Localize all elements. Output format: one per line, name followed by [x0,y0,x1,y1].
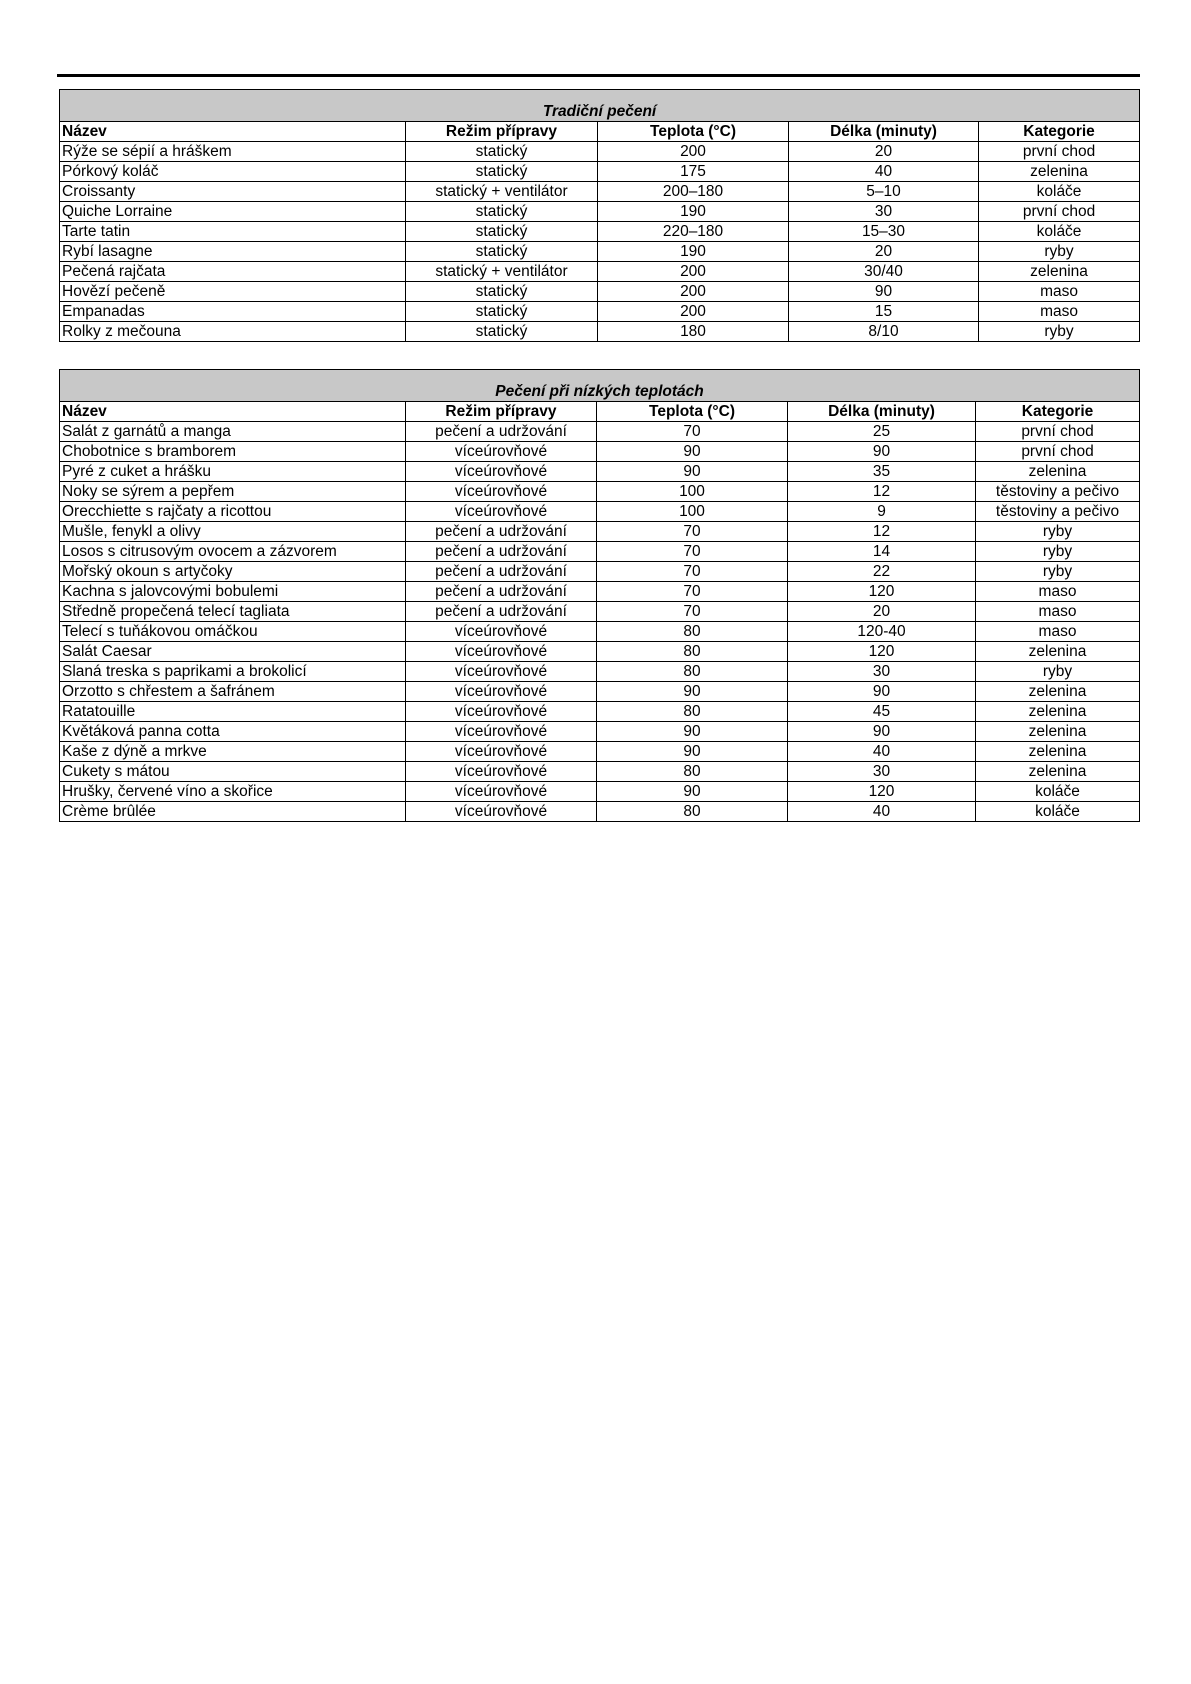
cell-name: Rýže se sépií a hráškem [60,142,406,162]
column-header-name: Název [60,122,406,142]
cell-duration: 12 [788,522,976,542]
table-row [60,182,1140,202]
column-header-category: Kategorie [976,402,1140,422]
table-row [60,762,1140,782]
table-row [60,662,1140,682]
table-row [60,742,1140,762]
cell-duration: 14 [788,542,976,562]
cell-mode: pečení a udržování [406,522,597,542]
cell-mode: víceúrovňové [406,622,597,642]
cell-mode: víceúrovňové [406,662,597,682]
cell-name: Mořský okoun s artyčoky [60,562,406,582]
table-row [60,142,1140,162]
cell-duration: 30 [788,662,976,682]
table-row [60,582,1140,602]
column-header-mode: Režim přípravy [406,402,597,422]
cell-temperature: 190 [598,242,789,262]
cell-mode: víceúrovňové [406,642,597,662]
cell-temperature: 80 [597,702,788,722]
cell-name: Orzotto s chřestem a šafránem [60,682,406,702]
table-title: Tradiční pečení [60,90,1140,122]
table-row [60,282,1140,302]
cell-duration: 120 [788,582,976,602]
table-row [60,302,1140,322]
cell-name: Losos s citrusovým ovocem a zázvorem [60,542,406,562]
cell-category: ryby [979,322,1140,342]
cell-duration: 9 [788,502,976,522]
cell-duration: 90 [788,722,976,742]
table-row [60,702,1140,722]
cell-mode: víceúrovňové [406,782,597,802]
table-title: Pečení při nízkých teplotách [60,370,1140,402]
cell-category: maso [979,302,1140,322]
cell-category: ryby [976,542,1140,562]
cell-category: zelenina [976,682,1140,702]
column-header-duration: Délka (minuty) [789,122,979,142]
cell-duration: 40 [788,802,976,822]
cell-mode: víceúrovňové [406,742,597,762]
cell-name: Hrušky, červené víno a skořice [60,782,406,802]
cell-category: ryby [976,522,1140,542]
cell-category: první chod [976,442,1140,462]
column-header-temperature: Teplota (°C) [597,402,788,422]
cell-category: maso [979,282,1140,302]
cell-mode: statický [406,162,598,182]
cell-name: Mušle, fenykl a olivy [60,522,406,542]
table-row [60,602,1140,622]
low-temperature-baking-table [59,369,1140,822]
table-row [60,542,1140,562]
cell-duration: 120 [788,642,976,662]
cell-duration: 120-40 [788,622,976,642]
cell-category: koláče [976,782,1140,802]
cell-mode: statický [406,322,598,342]
cell-duration: 45 [788,702,976,722]
table-row [60,562,1140,582]
table-row [60,482,1140,502]
cell-mode: víceúrovňové [406,442,597,462]
table-row [60,442,1140,462]
cell-temperature: 200 [598,302,789,322]
cell-mode: víceúrovňové [406,702,597,722]
cell-mode: víceúrovňové [406,682,597,702]
cell-duration: 30 [788,762,976,782]
cell-name: Cukety s mátou [60,762,406,782]
cell-name: Pórkový koláč [60,162,406,182]
cell-category: maso [976,582,1140,602]
cell-temperature: 90 [597,442,788,462]
cell-name: Kaše z dýně a mrkve [60,742,406,762]
cell-mode: statický + ventilátor [406,182,598,202]
cell-name: Květáková panna cotta [60,722,406,742]
cell-mode: víceúrovňové [406,722,597,742]
cell-mode: statický [406,142,598,162]
table-row [60,682,1140,702]
cell-duration: 25 [788,422,976,442]
cell-name: Hovězí pečeně [60,282,406,302]
cell-temperature: 90 [597,462,788,482]
cell-category: ryby [976,562,1140,582]
cell-temperature: 175 [598,162,789,182]
cell-name: Salát z garnátů a manga [60,422,406,442]
table-row [60,202,1140,222]
cell-temperature: 190 [598,202,789,222]
cell-category: zelenina [976,642,1140,662]
cell-duration: 30/40 [789,262,979,282]
table-row [60,462,1140,482]
cell-name: Noky se sýrem a pepřem [60,482,406,502]
cell-category: zelenina [976,722,1140,742]
cell-category: koláče [976,802,1140,822]
cell-duration: 35 [788,462,976,482]
cell-name: Quiche Lorraine [60,202,406,222]
cell-temperature: 200 [598,282,789,302]
cell-mode: statický [406,242,598,262]
cell-temperature: 80 [597,662,788,682]
table-row [60,422,1140,442]
cell-name: Tarte tatin [60,222,406,242]
cell-duration: 15–30 [789,222,979,242]
table-row [60,242,1140,262]
cell-temperature: 100 [597,482,788,502]
cell-mode: víceúrovňové [406,462,597,482]
cell-duration: 30 [789,202,979,222]
table-row [60,222,1140,242]
cell-temperature: 80 [597,802,788,822]
cell-duration: 20 [788,602,976,622]
table-row [60,722,1140,742]
cell-duration: 40 [788,742,976,762]
cell-temperature: 80 [597,762,788,782]
cell-name: Telecí s tuňákovou omáčkou [60,622,406,642]
cell-mode: pečení a udržování [406,582,597,602]
cell-category: zelenina [976,762,1140,782]
cell-duration: 15 [789,302,979,322]
cell-category: ryby [976,662,1140,682]
cell-duration: 22 [788,562,976,582]
cell-name: Rybí lasagne [60,242,406,262]
cell-category: zelenina [976,742,1140,762]
cell-mode: víceúrovňové [406,762,597,782]
cell-name: Středně propečená telecí tagliata [60,602,406,622]
cell-temperature: 100 [597,502,788,522]
table-row [60,502,1140,522]
column-header-mode: Režim přípravy [406,122,598,142]
cell-category: maso [976,622,1140,642]
cell-mode: pečení a udržování [406,422,597,442]
cell-category: maso [976,602,1140,622]
cell-duration: 8/10 [789,322,979,342]
cell-category: zelenina [979,262,1140,282]
cell-temperature: 220–180 [598,222,789,242]
cell-mode: statický [406,282,598,302]
cell-mode: víceúrovňové [406,482,597,502]
cell-temperature: 70 [597,582,788,602]
cell-temperature: 70 [597,602,788,622]
cell-name: Croissanty [60,182,406,202]
table-row [60,262,1140,282]
cell-mode: statický [406,202,598,222]
cell-temperature: 200 [598,142,789,162]
cell-duration: 90 [789,282,979,302]
cell-mode: statický [406,302,598,322]
cell-temperature: 80 [597,642,788,662]
cell-name: Slaná treska s paprikami a brokolicí [60,662,406,682]
traditional-baking-table [59,89,1140,342]
cell-mode: víceúrovňové [406,502,597,522]
cell-category: těstoviny a pečivo [976,502,1140,522]
cell-duration: 5–10 [789,182,979,202]
cell-name: Pyré z cuket a hrášku [60,462,406,482]
column-header-category: Kategorie [979,122,1140,142]
cell-duration: 90 [788,442,976,462]
cell-mode: pečení a udržování [406,542,597,562]
cell-temperature: 80 [597,622,788,642]
cell-temperature: 200–180 [598,182,789,202]
cell-temperature: 70 [597,542,788,562]
cell-category: první chod [976,422,1140,442]
cell-temperature: 70 [597,562,788,582]
cell-name: Ratatouille [60,702,406,722]
cell-duration: 120 [788,782,976,802]
table-row [60,162,1140,182]
cell-temperature: 200 [598,262,789,282]
cell-mode: statický [406,222,598,242]
cell-mode: pečení a udržování [406,602,597,622]
table-row [60,622,1140,642]
cell-temperature: 90 [597,682,788,702]
table-row [60,802,1140,822]
column-header-temperature: Teplota (°C) [598,122,789,142]
cell-category: zelenina [976,702,1140,722]
cell-temperature: 70 [597,422,788,442]
cell-duration: 40 [789,162,979,182]
cell-duration: 20 [789,242,979,262]
cell-category: zelenina [979,162,1140,182]
cell-duration: 20 [789,142,979,162]
table-row [60,782,1140,802]
cell-name: Pečená rajčata [60,262,406,282]
cell-duration: 90 [788,682,976,702]
cell-temperature: 90 [597,722,788,742]
cell-name: Orecchiette s rajčaty a ricottou [60,502,406,522]
cell-category: ryby [979,242,1140,262]
cell-mode: statický + ventilátor [406,262,598,282]
cell-name: Crème brûlée [60,802,406,822]
cell-category: koláče [979,182,1140,202]
top-rule [57,74,1140,77]
cell-name: Salát Caesar [60,642,406,662]
cell-temperature: 180 [598,322,789,342]
cell-mode: víceúrovňové [406,802,597,822]
column-header-duration: Délka (minuty) [788,402,976,422]
cell-temperature: 90 [597,742,788,762]
cell-category: koláče [979,222,1140,242]
cell-category: první chod [979,142,1140,162]
cell-name: Empanadas [60,302,406,322]
cell-name: Rolky z mečouna [60,322,406,342]
cell-category: těstoviny a pečivo [976,482,1140,502]
table-row [60,642,1140,662]
cell-mode: pečení a udržování [406,562,597,582]
cell-name: Kachna s jalovcovými bobulemi [60,582,406,602]
cell-temperature: 70 [597,522,788,542]
table-row [60,322,1140,342]
cell-duration: 12 [788,482,976,502]
column-header-name: Název [60,402,406,422]
cell-temperature: 90 [597,782,788,802]
table-row [60,522,1140,542]
cell-category: první chod [979,202,1140,222]
cell-category: zelenina [976,462,1140,482]
cell-name: Chobotnice s bramborem [60,442,406,462]
